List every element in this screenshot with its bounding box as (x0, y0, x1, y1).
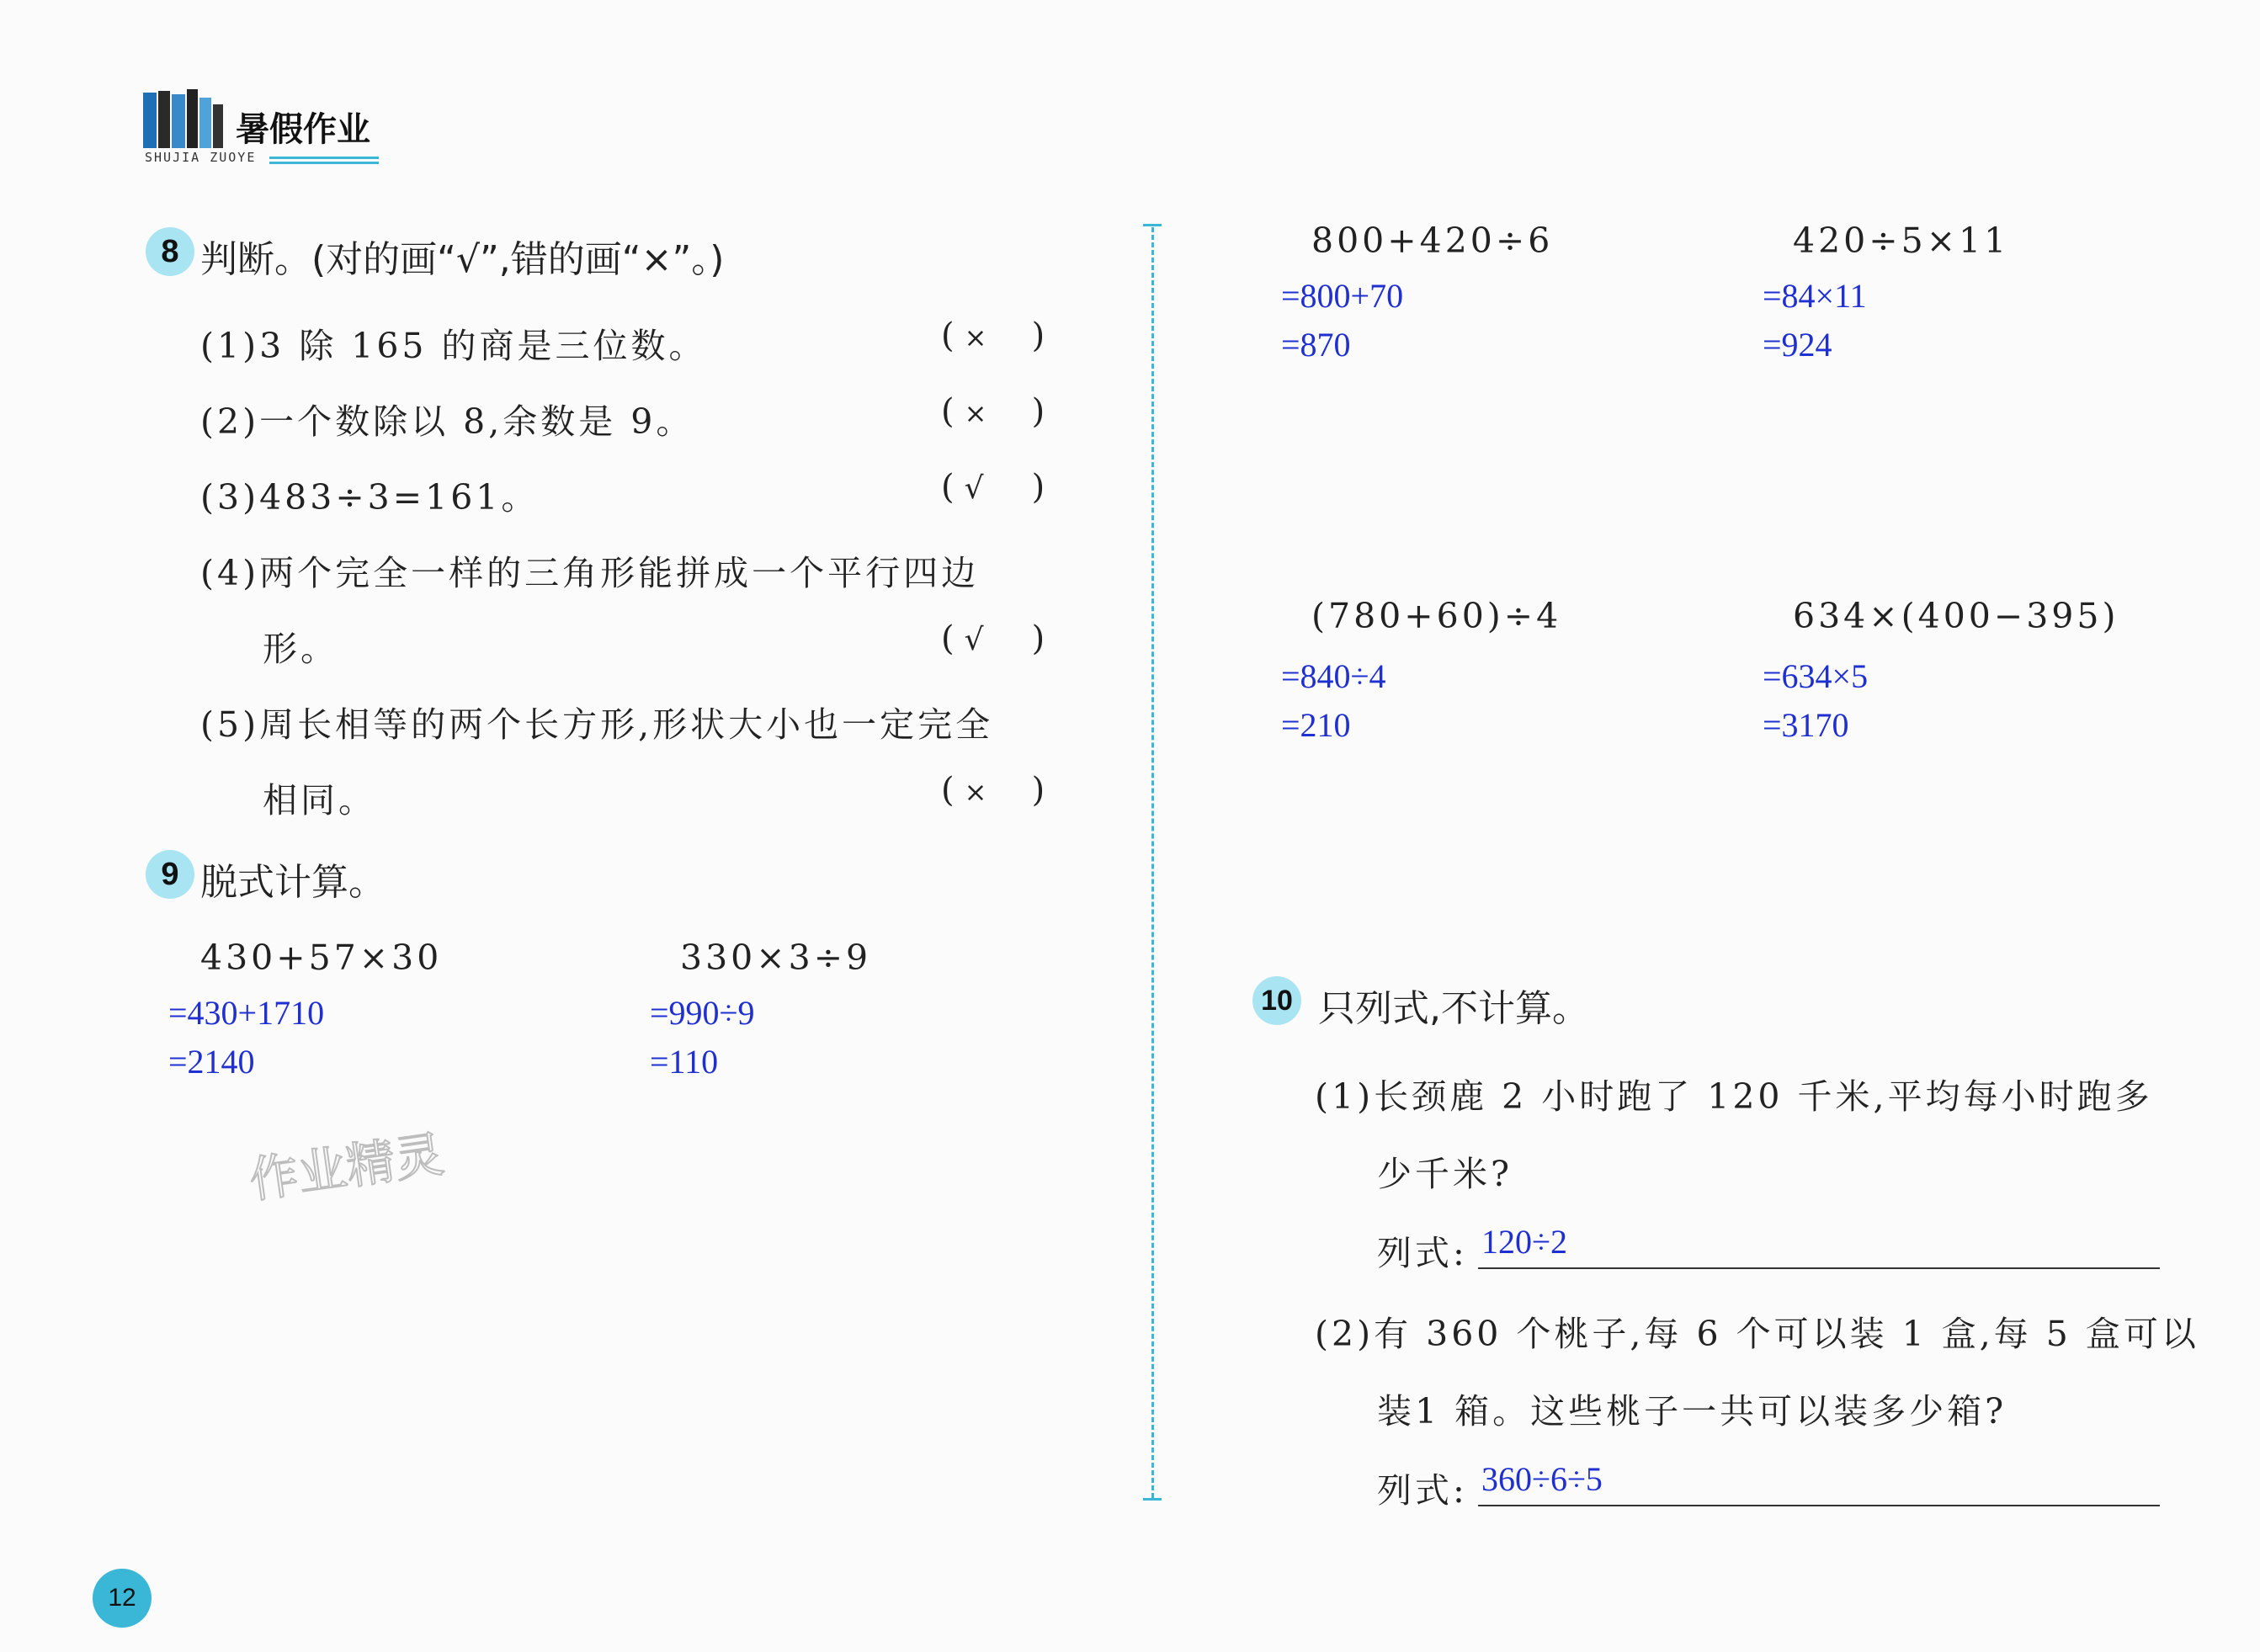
q8-mark-1: ( × ) (941, 316, 1045, 355)
q9-expr-2: 330×3÷9 (680, 938, 872, 978)
q9-badge: 9 (146, 850, 194, 899)
q8-title: 判断。(对的画“√”,错的画“×”。) (200, 238, 725, 281)
q10-answer-line-1 (1478, 1267, 2160, 1269)
q9-step-4a: =84×11 (1763, 277, 1867, 315)
q8-mark-2: ( × ) (941, 392, 1045, 431)
q8-item-2: (2)一个数除以 8,余数是 9。 (200, 401, 694, 442)
divider-cap-bottom (1143, 1498, 1162, 1501)
q10-label-2: 列式: (1377, 1470, 1468, 1511)
watermark: 作业精灵 (246, 1125, 448, 1209)
q8-item-4: (4)两个完全一样的三角形能拼成一个平行四边 (200, 553, 980, 593)
page-number: 12 (93, 1569, 152, 1628)
q10-answer-1: 120÷2 (1481, 1223, 1567, 1261)
q9-step-5a: =840÷4 (1281, 657, 1386, 695)
q9-step-2a: =990÷9 (650, 994, 755, 1032)
q9-title: 脱式计算。 (200, 861, 386, 904)
q8-badge: 8 (146, 227, 194, 276)
q8-item-5: (5)周长相等的两个长方形,形状大小也一定完全 (200, 704, 994, 745)
q9-expr-5: (780+60)÷4 (1311, 596, 1562, 636)
q10-item-1-line2: 少千米? (1377, 1154, 1513, 1194)
q8-mark-5: ( × ) (941, 771, 1045, 810)
q10-item-2-line1: (2)有 360 个桃子,每 6 个可以装 1 盒,每 5 盒可以 (1315, 1314, 2199, 1354)
q9-expr-4: 420÷5×11 (1793, 220, 2010, 261)
q10-answer-line-2 (1478, 1505, 2160, 1506)
q8-item-1: (1)3 除 165 的商是三位数。 (200, 326, 707, 366)
q9-step-1a: =430+1710 (168, 994, 325, 1032)
header-title: 暑假作业 (236, 110, 370, 149)
q8-item-5-cont: 相同。 (263, 780, 376, 821)
q9-expr-6: 634×(400−395) (1793, 596, 2119, 636)
center-divider (1151, 227, 1154, 1498)
q9-step-3b: =870 (1281, 326, 1351, 364)
header-underline (269, 162, 379, 164)
header-logo (141, 84, 394, 168)
q9-step-2b: =110 (650, 1043, 719, 1081)
header-pinyin: SHUJIA ZUOYE (145, 150, 257, 165)
q9-expr-3: 800+420÷6 (1311, 220, 1554, 261)
q8-item-3: (3)483÷3=161。 (200, 477, 540, 518)
q9-step-3a: =800+70 (1281, 277, 1404, 315)
q9-step-1b: =2140 (168, 1043, 255, 1081)
q10-item-1-line1: (1)长颈鹿 2 小时跑了 120 千米,平均每小时跑多 (1315, 1076, 2153, 1117)
q9-expr-1: 430+57×30 (200, 938, 443, 978)
header-underline (269, 157, 379, 159)
q10-answer-2: 360÷6÷5 (1481, 1460, 1603, 1498)
books-icon (141, 88, 226, 151)
q10-label-1: 列式: (1377, 1233, 1468, 1273)
q8-mark-4: ( √ ) (941, 619, 1045, 658)
q10-badge: 10 (1252, 976, 1301, 1025)
q8-mark-3: ( √ ) (941, 468, 1045, 507)
divider-cap-top (1143, 224, 1162, 226)
q9-step-6a: =634×5 (1763, 657, 1869, 695)
q8-item-4-cont: 形。 (263, 629, 338, 669)
q10-title: 只列式,不计算。 (1318, 987, 1589, 1030)
q10-item-2-line2: 装1 箱。这些桃子一共可以装多少箱? (1377, 1391, 2007, 1432)
q9-step-4b: =924 (1763, 326, 1832, 364)
q9-step-5b: =210 (1281, 706, 1351, 744)
q9-step-6b: =3170 (1763, 706, 1849, 744)
